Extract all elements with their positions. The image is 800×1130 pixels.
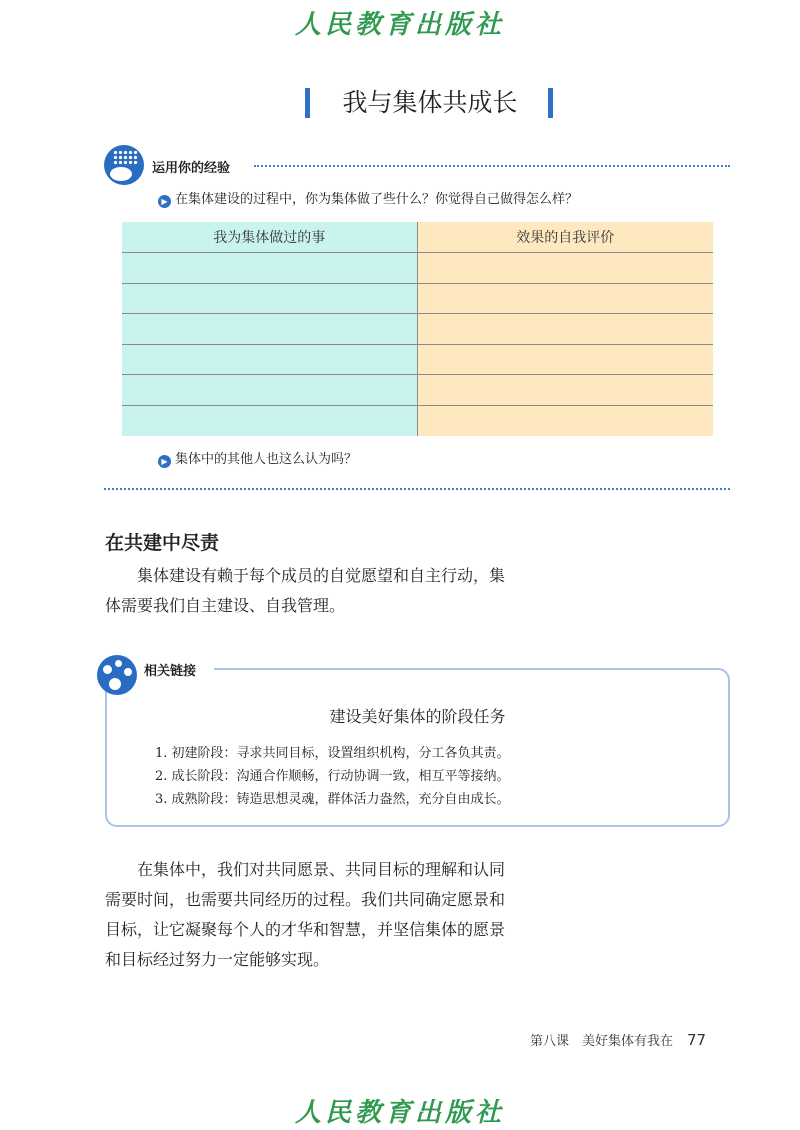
deed-cell[interactable] bbox=[122, 406, 417, 437]
question-2 bbox=[158, 451, 357, 469]
experience-label: 运用你的经验 bbox=[152, 161, 231, 176]
table-row bbox=[122, 253, 713, 284]
experience-bottom-rule bbox=[104, 488, 730, 490]
deed-cell[interactable] bbox=[122, 375, 417, 406]
related-link-box bbox=[105, 668, 730, 827]
network-icon bbox=[97, 655, 137, 695]
publisher-logo-bottom: 人民教育出版社 bbox=[294, 1098, 505, 1128]
self-evaluation-table bbox=[122, 222, 713, 436]
paragraph-2-line: 和目标经过努力一定能够实现。 bbox=[105, 950, 330, 969]
related-link-label: 相关链接 bbox=[144, 664, 197, 679]
question-1 bbox=[158, 191, 578, 209]
paragraph-1-line: 集体建设有赖于每个成员的自觉愿望和自主行动，集 bbox=[137, 566, 506, 585]
stage-item: 3. 成熟阶段：铸造思想灵魂，群体活力盎然，充分自由成长。 bbox=[155, 792, 510, 807]
paragraph-1-line: 体需要我们自主建设、自我管理。 bbox=[105, 596, 346, 615]
evaluation-cell[interactable] bbox=[417, 375, 713, 406]
question-1-text: 在集体建设的过程中，你为集体做了些什么？你觉得自己做得怎么样？ bbox=[175, 192, 579, 207]
evaluation-cell[interactable] bbox=[417, 314, 713, 345]
paragraph-2 bbox=[105, 855, 505, 975]
title-bar-right bbox=[548, 88, 553, 118]
play-bullet-icon: ▶ bbox=[158, 195, 171, 208]
question-2-text: 集体中的其他人也这么认为吗？ bbox=[175, 452, 358, 467]
table-header-row bbox=[122, 222, 713, 253]
related-link-title: 建设美好集体的阶段任务 bbox=[329, 707, 506, 726]
page-title: 我与集体共成长 bbox=[342, 88, 518, 117]
deed-cell[interactable] bbox=[122, 283, 417, 314]
play-bullet-icon: ▶ bbox=[158, 455, 171, 468]
paragraph-2-line: 在集体中，我们对共同愿景、共同目标的理解和认同 bbox=[137, 860, 506, 879]
table-row bbox=[122, 406, 713, 437]
experience-icon bbox=[104, 145, 144, 185]
evaluation-cell[interactable] bbox=[417, 406, 713, 437]
header-deeds: 我为集体做过的事 bbox=[122, 222, 417, 253]
experience-top-rule bbox=[254, 165, 730, 167]
stage-item: 2. 成长阶段：沟通合作顺畅，行动协调一致，相互平等接纳。 bbox=[155, 769, 510, 784]
publisher-logo-top: 人民教育出版社 bbox=[294, 10, 505, 40]
paragraph-2-line: 目标，让它凝聚每个人的才华和智慧，并坚信集体的愿景 bbox=[105, 920, 506, 939]
deed-cell[interactable] bbox=[122, 344, 417, 375]
table-row bbox=[122, 283, 713, 314]
paragraph-1 bbox=[105, 561, 505, 621]
table-row bbox=[122, 375, 713, 406]
table-row bbox=[122, 344, 713, 375]
evaluation-cell[interactable] bbox=[417, 283, 713, 314]
paragraph-2-line: 需要时间，也需要共同经历的过程。我们共同确定愿景和 bbox=[105, 890, 506, 909]
evaluation-cell[interactable] bbox=[417, 344, 713, 375]
page-footer bbox=[530, 1030, 706, 1049]
deed-cell[interactable] bbox=[122, 314, 417, 345]
evaluation-cell[interactable] bbox=[417, 253, 713, 284]
section-subheading: 在共建中尽责 bbox=[105, 532, 220, 554]
page-number: 77 bbox=[687, 1031, 707, 1049]
table-row bbox=[122, 314, 713, 345]
stage-item: 1. 初建阶段：寻求共同目标，设置组织机构，分工各负其责。 bbox=[155, 746, 510, 761]
header-self-evaluation: 效果的自我评价 bbox=[417, 222, 713, 253]
deed-cell[interactable] bbox=[122, 253, 417, 284]
lesson-title: 第八课 美好集体有我在 bbox=[530, 1034, 674, 1049]
